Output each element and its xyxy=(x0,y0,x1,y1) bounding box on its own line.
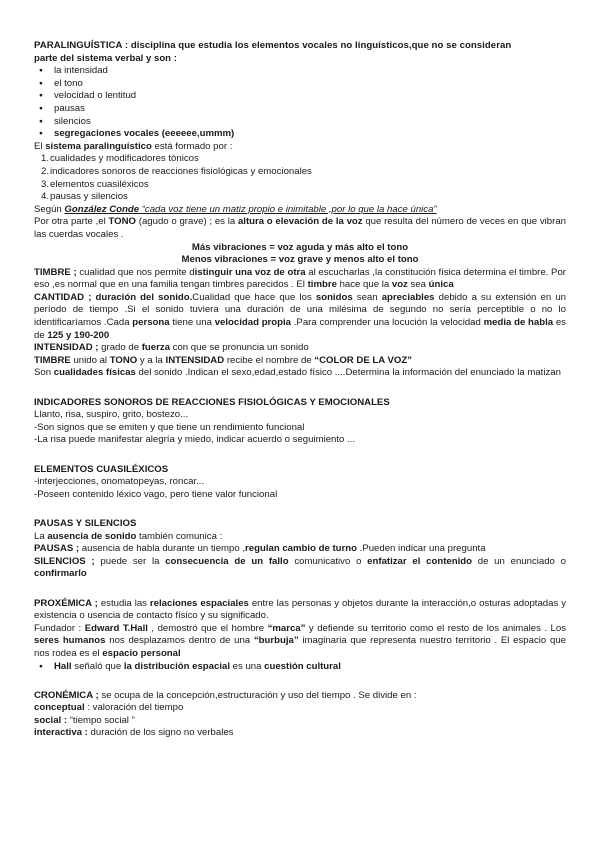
list-item: ● silencios xyxy=(50,116,566,129)
list-item: ● pausas xyxy=(50,103,566,116)
segun-quote-line: Según González Conde “cada voz tiene un matiz propio e inimitable ,por lo que la hace única” xyxy=(34,203,437,215)
paralinguistica-elements-list xyxy=(34,65,566,141)
paralinguistica-heading-cont: parte del sistema verbal y son : xyxy=(34,52,177,64)
indicadores-heading: INDICADORES SONOROS DE REACCIONES FISIOLÓGICAS Y EMOCIONALES xyxy=(34,396,390,408)
cuasilexicos-line: -interjecciones, onomatopeyas, roncar... xyxy=(34,476,205,488)
proxemica-paragraph: PROXÉMICA ; estudia las relaciones espaciales entre las personas y objetos durante la interacción,o osturas adoptadas y existencia o usencia de contacto físico y su significado. xyxy=(34,597,567,622)
tono-paragraph: Por otra parte ,el TONO (agudo o grave) ; es la altura o elevación de la voz que resulta del número de veces en que vibran las cuerdas vocales . xyxy=(34,216,567,240)
list-item: 4. pausas y silencios xyxy=(41,191,128,203)
list-item: ● el tono xyxy=(50,78,566,91)
cantidad-paragraph: CANTIDAD ; duración del sonido.Cualidad que hace que los sonidos sean apreciables debido a su extensión en un período de tiempo .Si el sonido tuviera una duración de una milésima de segundo no sería perceptible o no lo identificaríamos .Cada persona tiene una velocidad propia .Para comprender una locución la velocidad media de habla es de 125 y 190-200 xyxy=(34,291,566,341)
vibraciones-line-1: Más vibraciones = voz aguda y más alto el tono xyxy=(191,241,409,253)
proxemica-bullet-list xyxy=(34,661,566,674)
timbre-paragraph: TIMBRE ; cualidad que nos permite distinguir una voz de otra al escucharlas ,la constitución física determina el timbre. Por eso ,es normal que en una familia tengan timbres parecidos . El timbre hace que la voz sea única xyxy=(34,266,566,291)
silencios-line: SILENCIOS ; puede ser la consecuencia de un fallo comunicativo o enfatizar el contenido de un enunciado o confirmarlo xyxy=(34,555,566,580)
list-item: 3. elementos cuasiléxicos xyxy=(41,178,149,190)
list-item: ● la intensidad xyxy=(50,65,566,78)
fundador-paragraph: Fundador : Edward T.Hall , demostró que el hombre “marca” y defiende su territorio como el resto de los animales . Los seres humanos nos desplazamos dentro de una “burbuja” imaginaria que representa nuestro territorio . El espacio que nos rodea es el espacio personal xyxy=(34,622,567,659)
indicadores-line: -La risa puede manifestar alegría y miedo, indicar acuerdo o seguimiento ... xyxy=(34,434,356,446)
list-item: 1. cualidades y modificadores tónicos xyxy=(41,153,199,165)
paralinguistica-heading: PARALINGUÍSTICA : disciplina que estudia los elementos vocales no linguísticos,que no se consideran xyxy=(34,40,512,51)
pausas-line: PAUSAS ; ausencia de habla durante un tiempo ,regulan cambio de turno .Pueden indicar una pregunta xyxy=(34,543,486,555)
list-item: 2. indicadores sonoros de reacciones fisiológicas y emocionales xyxy=(41,165,312,177)
indicadores-line: -Son signos que se emiten y que tiene un rendimiento funcional xyxy=(34,421,305,433)
cronemica-line: CRONÉMICA ; se ocupa de la concepción,estructuración y uso del tiempo . Se divide en : xyxy=(34,689,417,701)
cronemica-interactiva-line: interactiva : duración de los signo no verbales xyxy=(34,727,234,739)
cualidades-paragraph: Son cualidades físicas del sonido .Indican el sexo,edad,estado físico ....Determina la información del enunciado la matizan xyxy=(34,367,561,379)
pausas-heading: PAUSAS Y SILENCIOS xyxy=(34,517,137,529)
vibraciones-line-2: Menos vibraciones = voz grave y menos alto el tono xyxy=(181,254,419,266)
intensidad-line: INTENSIDAD ; grado de fuerza con que se pronuncia un sonido xyxy=(34,342,309,354)
cronemica-social-line: social : “tiempo social ” xyxy=(34,714,135,726)
pausas-intro-line: La ausencia de sonido también comunica : xyxy=(34,530,223,542)
cronemica-conceptual-line: conceptual : valoración del tiempo xyxy=(34,702,184,714)
cuasilexicos-heading: ELEMENTOS CUASILÉXICOS xyxy=(34,463,169,475)
list-item: ● velocidad o lentitud xyxy=(50,90,566,103)
list-item: ● segregaciones vocales (eeeeee,ummm) xyxy=(50,128,566,141)
indicadores-line: Llanto, risa, suspiro, grito, bostezo... xyxy=(34,409,189,421)
sistema-numbered-list xyxy=(34,153,566,203)
color-voz-line: TIMBRE unido al TONO y a la INTENSIDAD recibe el nombre de “COLOR DE LA VOZ” xyxy=(34,354,413,366)
cuasilexicos-line: -Poseen contenido léxico vago, pero tiene valor funcional xyxy=(34,488,278,500)
list-item: ● Hall señaló que la distribución espacial es una cuestión cultural xyxy=(50,661,566,674)
sistema-line: El sistema paralinguístico está formado por : xyxy=(34,140,233,152)
